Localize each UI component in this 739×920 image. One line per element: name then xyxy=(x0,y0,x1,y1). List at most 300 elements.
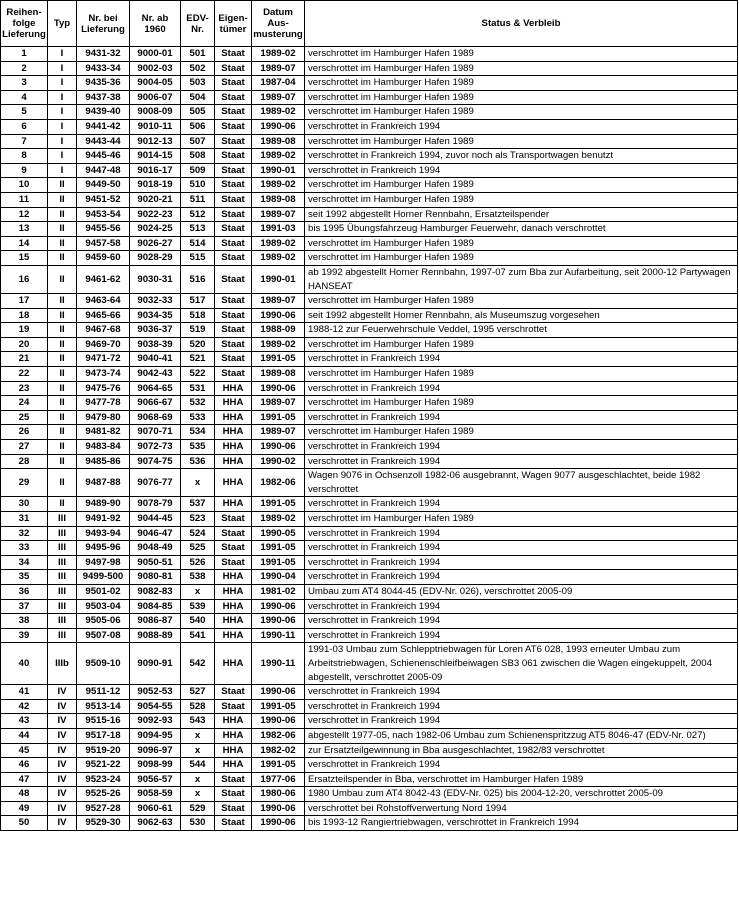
cell-reihenfolge: 39 xyxy=(1,628,48,643)
cell-status: verschrottet in Frankreich 1994 xyxy=(305,454,738,469)
cell-reihenfolge: 26 xyxy=(1,425,48,440)
cell-eigentuemer: HHA xyxy=(215,469,252,497)
cell-status: verschrottet in Frankreich 1994, zuvor noch als Transportwagen benutzt xyxy=(305,149,738,164)
cell-nr-1960: 9042-43 xyxy=(130,367,181,382)
cell-typ: IV xyxy=(48,772,77,787)
cell-reihenfolge: 16 xyxy=(1,265,48,293)
cell-eigentuemer: Staat xyxy=(215,337,252,352)
cell-typ: I xyxy=(48,119,77,134)
cell-typ: I xyxy=(48,134,77,149)
cell-edv-nr: 507 xyxy=(181,134,215,149)
cell-datum: 1977-06 xyxy=(252,772,305,787)
cell-status: verschrottet im Hamburger Hafen 1989 xyxy=(305,251,738,266)
cell-datum: 1990-06 xyxy=(252,685,305,700)
cell-status: verschrottet im Hamburger Hafen 1989 xyxy=(305,367,738,382)
cell-reihenfolge: 7 xyxy=(1,134,48,149)
cell-datum: 1990-01 xyxy=(252,265,305,293)
cell-eigentuemer: HHA xyxy=(215,381,252,396)
cell-datum: 1989-07 xyxy=(252,61,305,76)
cell-datum: 1991-05 xyxy=(252,352,305,367)
cell-nr-lieferung: 9471-72 xyxy=(77,352,130,367)
cell-datum: 1990-11 xyxy=(252,643,305,685)
cell-typ: IV xyxy=(48,743,77,758)
cell-nr-1960: 9094-95 xyxy=(130,728,181,743)
cell-edv-nr: 528 xyxy=(181,699,215,714)
cell-reihenfolge: 17 xyxy=(1,294,48,309)
cell-eigentuemer: Staat xyxy=(215,772,252,787)
cell-nr-lieferung: 9475-76 xyxy=(77,381,130,396)
cell-edv-nr: 513 xyxy=(181,222,215,237)
cell-reihenfolge: 23 xyxy=(1,381,48,396)
cell-reihenfolge: 6 xyxy=(1,119,48,134)
cell-reihenfolge: 5 xyxy=(1,105,48,120)
cell-nr-1960: 9022-23 xyxy=(130,207,181,222)
cell-eigentuemer: Staat xyxy=(215,134,252,149)
cell-status: verschrottet in Frankreich 1994 xyxy=(305,541,738,556)
cell-status: verschrottet in Frankreich 1994 xyxy=(305,497,738,512)
cell-nr-lieferung: 9519-20 xyxy=(77,743,130,758)
cell-edv-nr: 526 xyxy=(181,555,215,570)
cell-reihenfolge: 31 xyxy=(1,512,48,527)
table-row xyxy=(1,178,738,193)
cell-eigentuemer: Staat xyxy=(215,105,252,120)
cell-nr-1960: 9002-03 xyxy=(130,61,181,76)
cell-status: verschrottet im Hamburger Hafen 1989 xyxy=(305,90,738,105)
cell-nr-1960: 9046-47 xyxy=(130,526,181,541)
table-row xyxy=(1,163,738,178)
cell-status: bis 1995 Übungsfahrzeug Hamburger Feuerwehr, danach verschrottet xyxy=(305,222,738,237)
cell-eigentuemer: Staat xyxy=(215,801,252,816)
cell-typ: I xyxy=(48,149,77,164)
cell-typ: II xyxy=(48,454,77,469)
cell-edv-nr: 506 xyxy=(181,119,215,134)
cell-status: 1980 Umbau zum AT4 8042-43 (EDV-Nr. 025) bis 2004-12-20, verschrottet 2005-09 xyxy=(305,787,738,802)
cell-edv-nr: x xyxy=(181,469,215,497)
cell-nr-lieferung: 9497-98 xyxy=(77,555,130,570)
cell-nr-lieferung: 9513-14 xyxy=(77,699,130,714)
cell-nr-lieferung: 9499-500 xyxy=(77,570,130,585)
cell-eigentuemer: HHA xyxy=(215,570,252,585)
cell-edv-nr: 532 xyxy=(181,396,215,411)
table-row xyxy=(1,772,738,787)
table-row xyxy=(1,61,738,76)
cell-reihenfolge: 47 xyxy=(1,772,48,787)
cell-status: verschrottet in Frankreich 1994 xyxy=(305,119,738,134)
cell-nr-1960: 9028-29 xyxy=(130,251,181,266)
cell-eigentuemer: HHA xyxy=(215,396,252,411)
cell-nr-lieferung: 9493-94 xyxy=(77,526,130,541)
table-row xyxy=(1,207,738,222)
cell-typ: II xyxy=(48,323,77,338)
cell-nr-1960: 9006-07 xyxy=(130,90,181,105)
cell-eigentuemer: Staat xyxy=(215,367,252,382)
cell-edv-nr: x xyxy=(181,772,215,787)
cell-nr-lieferung: 9451-52 xyxy=(77,192,130,207)
cell-typ: IV xyxy=(48,801,77,816)
table-row xyxy=(1,599,738,614)
cell-status: verschrottet in Frankreich 1994 xyxy=(305,685,738,700)
cell-nr-1960: 9080-81 xyxy=(130,570,181,585)
cell-nr-1960: 9084-85 xyxy=(130,599,181,614)
cell-datum: 1990-02 xyxy=(252,454,305,469)
cell-eigentuemer: Staat xyxy=(215,47,252,62)
cell-eigentuemer: HHA xyxy=(215,497,252,512)
cell-status: verschrottet im Hamburger Hafen 1989 xyxy=(305,337,738,352)
cell-typ: III xyxy=(48,555,77,570)
cell-datum: 1991-05 xyxy=(252,699,305,714)
header-datum: Datum Aus-musterung xyxy=(252,1,305,47)
cell-reihenfolge: 25 xyxy=(1,410,48,425)
cell-reihenfolge: 15 xyxy=(1,251,48,266)
table-row xyxy=(1,728,738,743)
cell-reihenfolge: 10 xyxy=(1,178,48,193)
cell-reihenfolge: 21 xyxy=(1,352,48,367)
cell-nr-lieferung: 9479-80 xyxy=(77,410,130,425)
cell-edv-nr: x xyxy=(181,728,215,743)
cell-nr-lieferung: 9511-12 xyxy=(77,685,130,700)
table-row xyxy=(1,367,738,382)
cell-nr-lieferung: 9443-44 xyxy=(77,134,130,149)
cell-nr-1960: 9064-65 xyxy=(130,381,181,396)
cell-eigentuemer: Staat xyxy=(215,512,252,527)
cell-edv-nr: 518 xyxy=(181,308,215,323)
cell-datum: 1990-06 xyxy=(252,801,305,816)
cell-typ: I xyxy=(48,76,77,91)
cell-typ: II xyxy=(48,236,77,251)
cell-edv-nr: 521 xyxy=(181,352,215,367)
cell-nr-1960: 9066-67 xyxy=(130,396,181,411)
table-row xyxy=(1,323,738,338)
cell-datum: 1980-06 xyxy=(252,787,305,802)
cell-nr-lieferung: 9507-08 xyxy=(77,628,130,643)
cell-status: verschrottet in Frankreich 1994 xyxy=(305,526,738,541)
cell-reihenfolge: 27 xyxy=(1,440,48,455)
cell-nr-1960: 9054-55 xyxy=(130,699,181,714)
cell-typ: III xyxy=(48,628,77,643)
cell-eigentuemer: Staat xyxy=(215,90,252,105)
table-row xyxy=(1,119,738,134)
cell-nr-lieferung: 9437-38 xyxy=(77,90,130,105)
cell-edv-nr: 533 xyxy=(181,410,215,425)
cell-status: verschrottet im Hamburger Hafen 1989 xyxy=(305,76,738,91)
cell-reihenfolge: 19 xyxy=(1,323,48,338)
cell-datum: 1989-07 xyxy=(252,207,305,222)
cell-datum: 1990-11 xyxy=(252,628,305,643)
cell-nr-lieferung: 9467-68 xyxy=(77,323,130,338)
table-row xyxy=(1,454,738,469)
cell-reihenfolge: 12 xyxy=(1,207,48,222)
table-row xyxy=(1,758,738,773)
cell-datum: 1990-06 xyxy=(252,614,305,629)
cell-typ: II xyxy=(48,265,77,293)
cell-status: verschrottet im Hamburger Hafen 1989 xyxy=(305,134,738,149)
cell-eigentuemer: Staat xyxy=(215,699,252,714)
cell-reihenfolge: 43 xyxy=(1,714,48,729)
cell-reihenfolge: 13 xyxy=(1,222,48,237)
cell-reihenfolge: 28 xyxy=(1,454,48,469)
table-row xyxy=(1,396,738,411)
cell-eigentuemer: Staat xyxy=(215,222,252,237)
cell-status: zur Ersatzteilgewinnung in Bba ausgeschlachtet, 1982/83 verschrottet xyxy=(305,743,738,758)
table-row xyxy=(1,555,738,570)
cell-datum: 1989-02 xyxy=(252,251,305,266)
cell-status: verschrottet im Hamburger Hafen 1989 xyxy=(305,236,738,251)
cell-nr-1960: 9000-01 xyxy=(130,47,181,62)
cell-eigentuemer: HHA xyxy=(215,584,252,599)
cell-nr-lieferung: 9503-04 xyxy=(77,599,130,614)
table-row xyxy=(1,381,738,396)
cell-edv-nr: 530 xyxy=(181,816,215,831)
cell-nr-lieferung: 9431-32 xyxy=(77,47,130,62)
cell-nr-lieferung: 9477-78 xyxy=(77,396,130,411)
cell-datum: 1988-09 xyxy=(252,323,305,338)
cell-nr-lieferung: 9487-88 xyxy=(77,469,130,497)
cell-typ: III xyxy=(48,512,77,527)
cell-status: ab 1992 abgestellt Horner Rennbahn, 1997-07 zum Bba zur Aufarbeitung, seit 2000-12 Partywagen HANSEAT xyxy=(305,265,738,293)
cell-typ: IV xyxy=(48,816,77,831)
cell-eigentuemer: Staat xyxy=(215,526,252,541)
cell-typ: III xyxy=(48,584,77,599)
cell-typ: III xyxy=(48,526,77,541)
cell-datum: 1982-06 xyxy=(252,728,305,743)
cell-reihenfolge: 4 xyxy=(1,90,48,105)
table-row xyxy=(1,643,738,685)
cell-reihenfolge: 29 xyxy=(1,469,48,497)
cell-status: verschrottet in Frankreich 1994 xyxy=(305,410,738,425)
cell-datum: 1987-04 xyxy=(252,76,305,91)
cell-typ: IV xyxy=(48,714,77,729)
cell-datum: 1989-08 xyxy=(252,192,305,207)
cell-eigentuemer: Staat xyxy=(215,308,252,323)
table-row xyxy=(1,410,738,425)
cell-reihenfolge: 11 xyxy=(1,192,48,207)
table-row xyxy=(1,787,738,802)
cell-edv-nr: 508 xyxy=(181,149,215,164)
cell-edv-nr: 536 xyxy=(181,454,215,469)
cell-edv-nr: 523 xyxy=(181,512,215,527)
cell-typ: IV xyxy=(48,758,77,773)
cell-edv-nr: 512 xyxy=(181,207,215,222)
cell-eigentuemer: Staat xyxy=(215,685,252,700)
cell-edv-nr: 525 xyxy=(181,541,215,556)
cell-datum: 1991-05 xyxy=(252,410,305,425)
cell-typ: III xyxy=(48,570,77,585)
cell-typ: II xyxy=(48,222,77,237)
cell-datum: 1982-06 xyxy=(252,469,305,497)
cell-eigentuemer: Staat xyxy=(215,251,252,266)
cell-typ: IV xyxy=(48,685,77,700)
cell-nr-1960: 9090-91 xyxy=(130,643,181,685)
header-eigentuemer: Eigen-tümer xyxy=(215,1,252,47)
cell-typ: II xyxy=(48,367,77,382)
cell-nr-lieferung: 9445-46 xyxy=(77,149,130,164)
cell-nr-lieferung: 9447-48 xyxy=(77,163,130,178)
cell-eigentuemer: Staat xyxy=(215,61,252,76)
cell-nr-1960: 9038-39 xyxy=(130,337,181,352)
cell-status: verschrottet in Frankreich 1994 xyxy=(305,614,738,629)
cell-nr-lieferung: 9441-42 xyxy=(77,119,130,134)
cell-reihenfolge: 14 xyxy=(1,236,48,251)
header-edv-nr: EDV-Nr. xyxy=(181,1,215,47)
cell-datum: 1991-05 xyxy=(252,541,305,556)
cell-reihenfolge: 30 xyxy=(1,497,48,512)
cell-eigentuemer: Staat xyxy=(215,149,252,164)
cell-datum: 1990-01 xyxy=(252,163,305,178)
cell-typ: II xyxy=(48,308,77,323)
table-row xyxy=(1,134,738,149)
cell-typ: II xyxy=(48,425,77,440)
cell-status: Umbau zum AT4 8044-45 (EDV-Nr. 026), verschrottet 2005-09 xyxy=(305,584,738,599)
cell-edv-nr: 540 xyxy=(181,614,215,629)
cell-datum: 1989-02 xyxy=(252,337,305,352)
cell-typ: II xyxy=(48,352,77,367)
cell-nr-lieferung: 9457-58 xyxy=(77,236,130,251)
cell-typ: I xyxy=(48,90,77,105)
header-nr-1960: Nr. ab 1960 xyxy=(130,1,181,47)
table-row xyxy=(1,251,738,266)
cell-datum: 1982-02 xyxy=(252,743,305,758)
cell-status: verschrottet in Frankreich 1994 xyxy=(305,758,738,773)
cell-edv-nr: 504 xyxy=(181,90,215,105)
cell-typ: II xyxy=(48,251,77,266)
cell-reihenfolge: 50 xyxy=(1,816,48,831)
table-row xyxy=(1,76,738,91)
cell-datum: 1989-02 xyxy=(252,47,305,62)
cell-nr-1960: 9092-93 xyxy=(130,714,181,729)
cell-eigentuemer: Staat xyxy=(215,816,252,831)
cell-status: verschrottet in Frankreich 1994 xyxy=(305,555,738,570)
cell-datum: 1989-08 xyxy=(252,367,305,382)
cell-reihenfolge: 18 xyxy=(1,308,48,323)
table-row xyxy=(1,192,738,207)
cell-edv-nr: x xyxy=(181,584,215,599)
cell-nr-1960: 9060-61 xyxy=(130,801,181,816)
cell-eigentuemer: Staat xyxy=(215,294,252,309)
cell-status: verschrottet in Frankreich 1994 xyxy=(305,381,738,396)
table-row xyxy=(1,614,738,629)
cell-eigentuemer: HHA xyxy=(215,454,252,469)
cell-edv-nr: 517 xyxy=(181,294,215,309)
cell-edv-nr: 535 xyxy=(181,440,215,455)
cell-status: verschrottet in Frankreich 1994 xyxy=(305,570,738,585)
cell-nr-lieferung: 9489-90 xyxy=(77,497,130,512)
cell-edv-nr: 542 xyxy=(181,643,215,685)
cell-nr-1960: 9030-31 xyxy=(130,265,181,293)
cell-edv-nr: 524 xyxy=(181,526,215,541)
cell-eigentuemer: Staat xyxy=(215,787,252,802)
cell-edv-nr: 502 xyxy=(181,61,215,76)
cell-status: Ersatzteilspender in Bba, verschrottet im Hamburger Hafen 1989 xyxy=(305,772,738,787)
cell-nr-lieferung: 9481-82 xyxy=(77,425,130,440)
cell-reihenfolge: 36 xyxy=(1,584,48,599)
cell-reihenfolge: 40 xyxy=(1,643,48,685)
cell-status: seit 1992 abgestellt Horner Rennbahn, Ersatzteilspender xyxy=(305,207,738,222)
cell-status: verschrottet in Frankreich 1994 xyxy=(305,599,738,614)
cell-datum: 1989-07 xyxy=(252,425,305,440)
cell-eigentuemer: Staat xyxy=(215,265,252,293)
cell-nr-1960: 9070-71 xyxy=(130,425,181,440)
cell-status: verschrottet im Hamburger Hafen 1989 xyxy=(305,61,738,76)
cell-status: seit 1992 abgestellt Horner Rennbahn, als Museumszug vorgesehen xyxy=(305,308,738,323)
cell-edv-nr: 543 xyxy=(181,714,215,729)
table-row xyxy=(1,308,738,323)
table-row xyxy=(1,337,738,352)
cell-nr-1960: 9036-37 xyxy=(130,323,181,338)
cell-nr-lieferung: 9485-86 xyxy=(77,454,130,469)
cell-nr-lieferung: 9515-16 xyxy=(77,714,130,729)
cell-nr-1960: 9074-75 xyxy=(130,454,181,469)
cell-edv-nr: 531 xyxy=(181,381,215,396)
cell-typ: II xyxy=(48,192,77,207)
cell-nr-lieferung: 9439-40 xyxy=(77,105,130,120)
cell-eigentuemer: Staat xyxy=(215,178,252,193)
cell-edv-nr: 519 xyxy=(181,323,215,338)
cell-nr-1960: 9052-53 xyxy=(130,685,181,700)
table-row xyxy=(1,714,738,729)
cell-datum: 1990-06 xyxy=(252,308,305,323)
cell-nr-1960: 9026-27 xyxy=(130,236,181,251)
cell-datum: 1990-06 xyxy=(252,119,305,134)
cell-reihenfolge: 41 xyxy=(1,685,48,700)
cell-edv-nr: 514 xyxy=(181,236,215,251)
table-row xyxy=(1,236,738,251)
cell-nr-1960: 9088-89 xyxy=(130,628,181,643)
table-row xyxy=(1,743,738,758)
cell-status: 1991-03 Umbau zum Schlepptriebwagen für Loren AT6 028, 1993 erneuter Umbau zum Arbeitstriebwagen, Schienenschleifbeiwagen SB3 061 zwischen die Wagen eingekuppelt, 2004 abgestellt, verschrottet 2005-09 xyxy=(305,643,738,685)
cell-nr-lieferung: 9525-26 xyxy=(77,787,130,802)
cell-reihenfolge: 33 xyxy=(1,541,48,556)
cell-edv-nr: 509 xyxy=(181,163,215,178)
cell-nr-lieferung: 9469-70 xyxy=(77,337,130,352)
cell-typ: II xyxy=(48,178,77,193)
cell-eigentuemer: HHA xyxy=(215,440,252,455)
cell-eigentuemer: Staat xyxy=(215,352,252,367)
cell-edv-nr: 527 xyxy=(181,685,215,700)
cell-datum: 1989-07 xyxy=(252,294,305,309)
cell-reihenfolge: 1 xyxy=(1,47,48,62)
cell-nr-lieferung: 9433-34 xyxy=(77,61,130,76)
cell-nr-lieferung: 9521-22 xyxy=(77,758,130,773)
cell-typ: IIIb xyxy=(48,643,77,685)
cell-datum: 1990-06 xyxy=(252,599,305,614)
cell-nr-lieferung: 9453-54 xyxy=(77,207,130,222)
cell-edv-nr: 534 xyxy=(181,425,215,440)
cell-status: verschrottet im Hamburger Hafen 1989 xyxy=(305,512,738,527)
cell-status: abgestellt 1977-05, nach 1982-06 Umbau zum Schienenspritzzug AT5 8046-47 (EDV-Nr. 027) xyxy=(305,728,738,743)
cell-datum: 1991-05 xyxy=(252,555,305,570)
cell-typ: III xyxy=(48,614,77,629)
table-row xyxy=(1,90,738,105)
cell-nr-lieferung: 9509-10 xyxy=(77,643,130,685)
cell-nr-1960: 9096-97 xyxy=(130,743,181,758)
cell-datum: 1989-02 xyxy=(252,178,305,193)
cell-edv-nr: 501 xyxy=(181,47,215,62)
cell-eigentuemer: Staat xyxy=(215,555,252,570)
cell-reihenfolge: 42 xyxy=(1,699,48,714)
table-row xyxy=(1,699,738,714)
cell-edv-nr: 537 xyxy=(181,497,215,512)
cell-reihenfolge: 34 xyxy=(1,555,48,570)
table-row xyxy=(1,512,738,527)
cell-edv-nr: 544 xyxy=(181,758,215,773)
cell-eigentuemer: HHA xyxy=(215,643,252,685)
cell-edv-nr: 503 xyxy=(181,76,215,91)
table-row xyxy=(1,47,738,62)
cell-status: verschrottet in Frankreich 1994 xyxy=(305,352,738,367)
header-typ: Typ xyxy=(48,1,77,47)
cell-nr-1960: 9076-77 xyxy=(130,469,181,497)
cell-typ: I xyxy=(48,163,77,178)
